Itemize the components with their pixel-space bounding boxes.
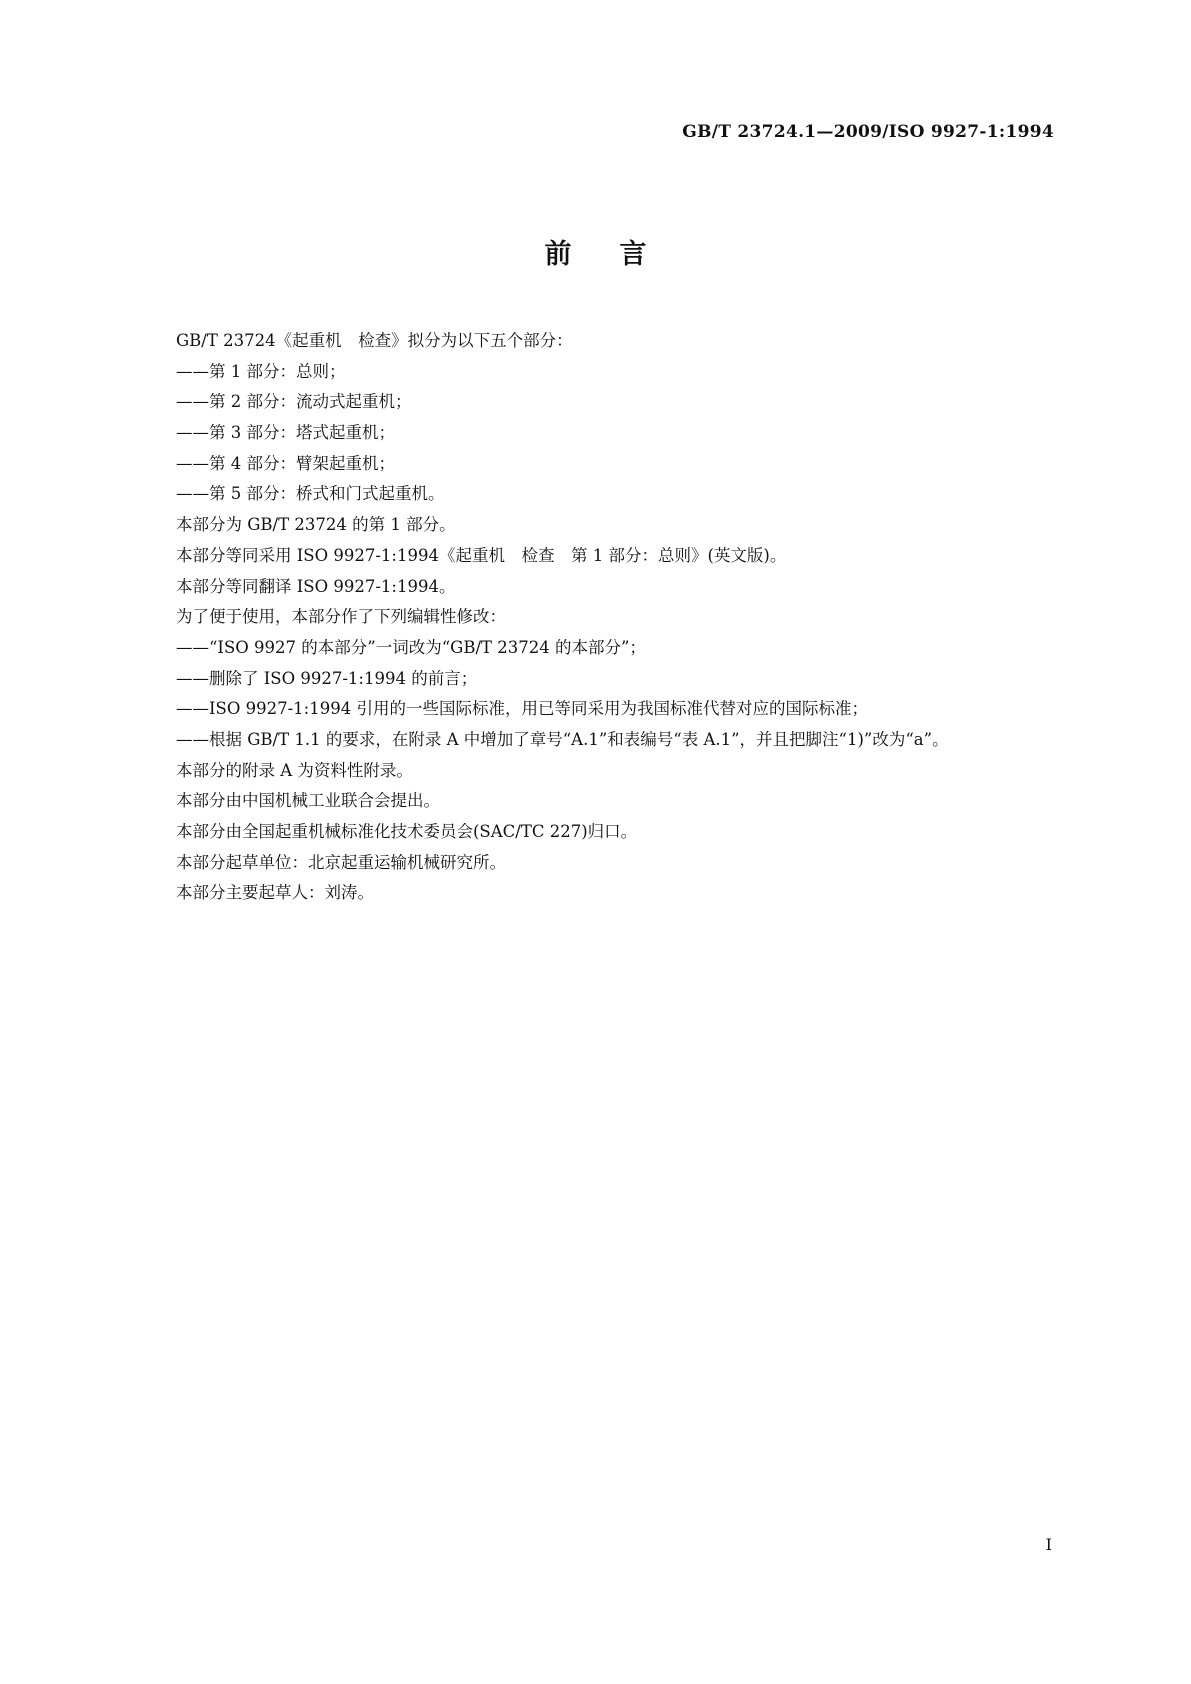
part-list-item: ——第 5 部分：桥式和门式起重机。 — [176, 484, 445, 504]
standard-code-header: GB/T 23724.1—2009/ISO 9927-1:1994 — [682, 122, 1054, 142]
translation-paragraph: 本部分等同翻译 ISO 9927-1:1994。 — [176, 576, 456, 596]
part-statement-paragraph: 本部分为 GB/T 23724 的第 1 部分。 — [176, 515, 456, 535]
edit-list-item: ——ISO 9927-1:1994 引用的一些国际标准，用已等同采用为我国标准代替对应的国际标准； — [176, 699, 868, 719]
part-list-item: ——第 3 部分：塔式起重机； — [176, 423, 395, 443]
edit-list-item: ——“ISO 9927 的本部分”一词改为“GB/T 23724 的本部分”； — [176, 637, 646, 657]
centralized-by-paragraph: 本部分由全国起重机械标准化技术委员会(SAC/TC 227)归口。 — [176, 822, 638, 842]
intro-paragraph: GB/T 23724《起重机 检查》拟分为以下五个部分： — [176, 331, 573, 350]
drafters-paragraph: 本部分主要起草人：刘涛。 — [176, 883, 374, 903]
part-list-item: ——第 4 部分：臂架起重机； — [176, 453, 395, 473]
drafting-unit-paragraph: 本部分起草单位：北京起重运输机械研究所。 — [176, 852, 506, 872]
page-title: 前言 — [544, 239, 695, 270]
edit-list-item: ——删除了 ISO 9927-1:1994 的前言； — [176, 668, 478, 688]
annex-paragraph: 本部分的附录 A 为资料性附录。 — [176, 760, 413, 780]
part-list-item: ——第 2 部分：流动式起重机； — [176, 392, 412, 412]
edits-intro-paragraph: 为了便于使用，本部分作了下列编辑性修改： — [176, 607, 506, 627]
edit-list-item: ——根据 GB/T 1.1 的要求，在附录 A 中增加了章号“A.1”和表编号“表 A.1”，并且把脚注“1)”改为“a”。 — [176, 729, 949, 749]
part-list-item: ——第 1 部分：总则； — [176, 361, 346, 381]
document-body — [176, 326, 1056, 909]
proposed-by-paragraph: 本部分由中国机械工业联合会提出。 — [176, 791, 440, 811]
adoption-paragraph: 本部分等同采用 ISO 9927-1:1994《起重机 检查 第 1 部分：总则》(英文版)。 — [176, 545, 787, 565]
page-number: I — [1045, 1535, 1052, 1554]
